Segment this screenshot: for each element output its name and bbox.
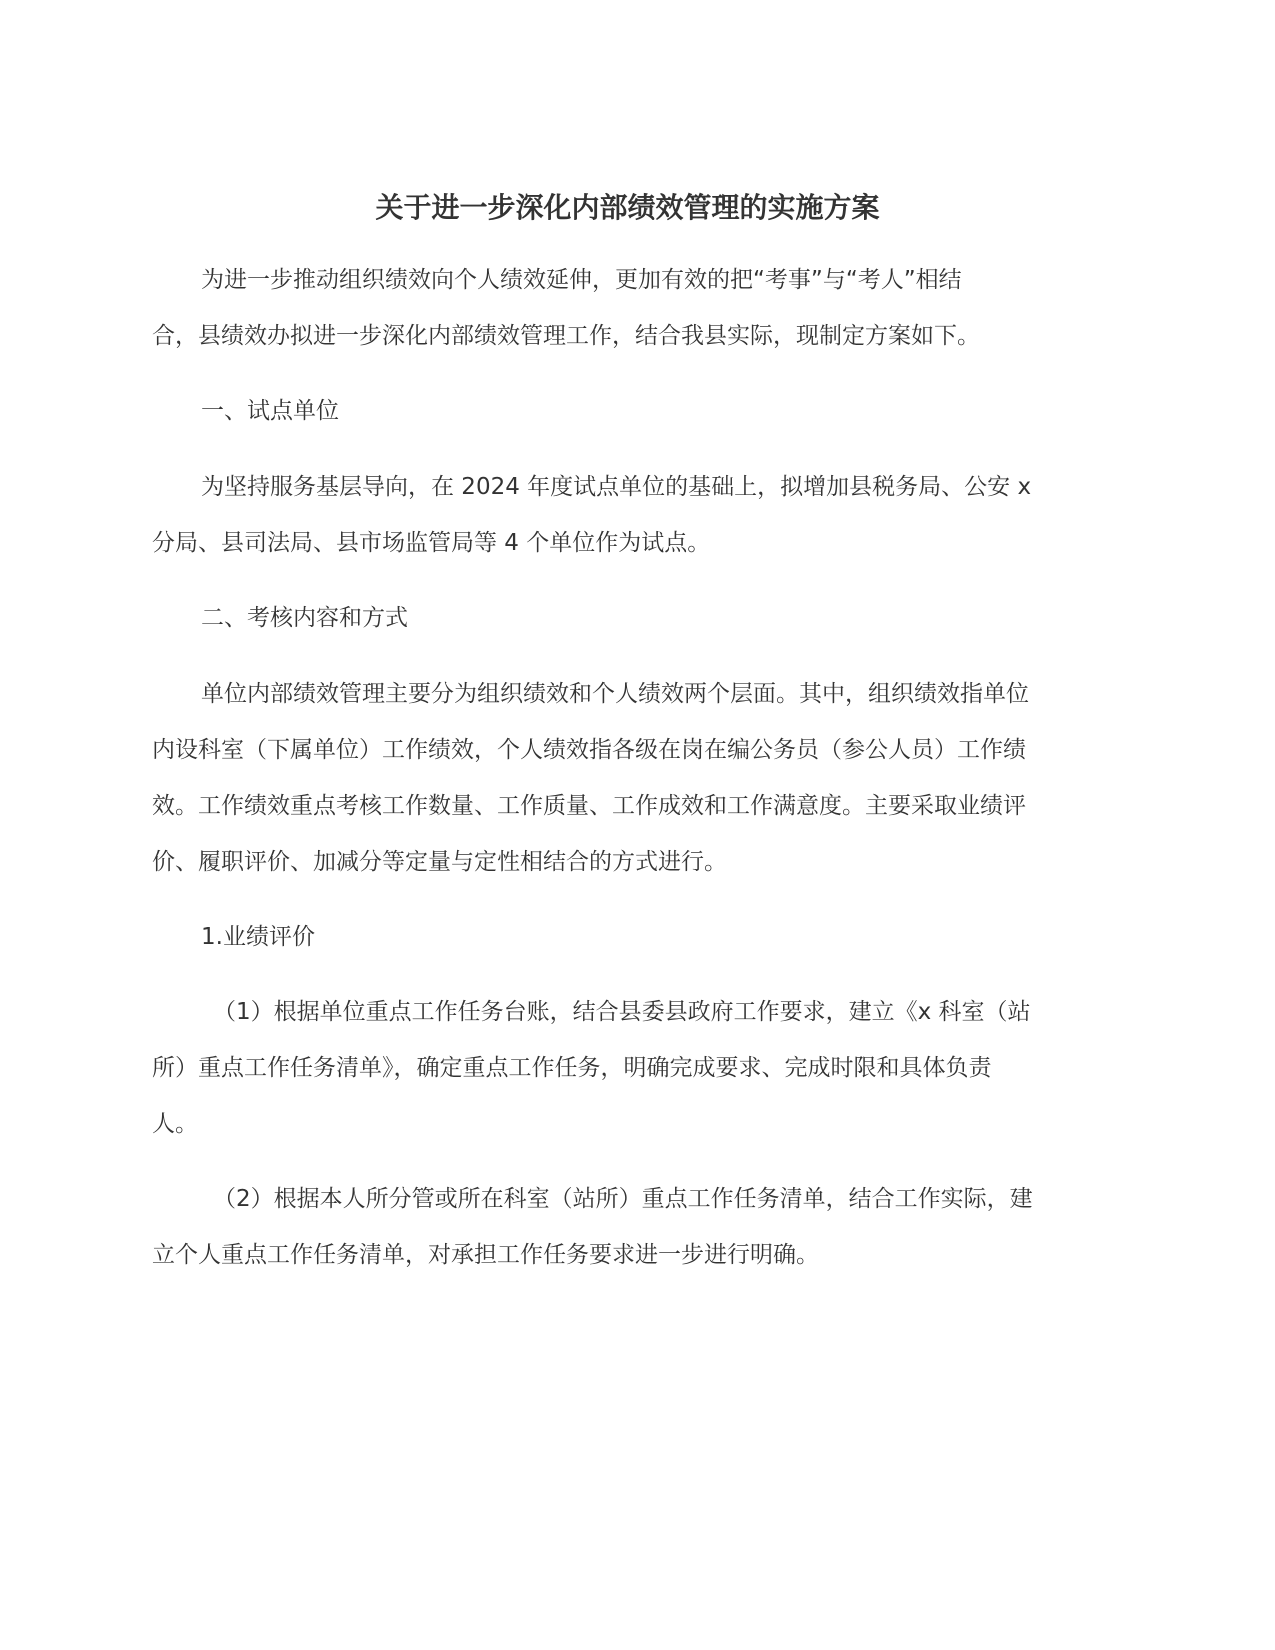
section-2-paragraph-line-4: 价、履职评价、加减分等定量与定性相结合的方式进行。 xyxy=(152,849,727,875)
document-title: 关于进一步深化内部绩效管理的实施方案 xyxy=(375,191,880,224)
section-2-heading: 二、考核内容和方式 xyxy=(201,605,408,631)
item-1-line-3: 人。 xyxy=(152,1111,198,1137)
section-1-paragraph-line-2: 分局、县司法局、县市场监管局等 4 个单位作为试点。 xyxy=(152,530,711,556)
item-1-line-1: （1）根据单位重点工作任务台账，结合县委县政府工作要求，建立《x 科室（站 xyxy=(213,999,1031,1025)
section-2-paragraph-line-1: 单位内部绩效管理主要分为组织绩效和个人绩效两个层面。其中，组织绩效指单位 xyxy=(201,681,1029,707)
item-2-line-2: 立个人重点工作任务清单，对承担工作任务要求进一步进行明确。 xyxy=(152,1242,819,1268)
section-1-heading: 一、试点单位 xyxy=(201,398,339,424)
section-1-paragraph-line-1: 为坚持服务基层导向，在 2024 年度试点单位的基础上，拟增加县税务局、公安 x xyxy=(201,474,1032,500)
section-2-paragraph-line-2: 内设科室（下属单位）工作绩效，个人绩效指各级在岗在编公务员（参公人员）工作绩 xyxy=(152,737,1026,763)
item-1-line-2: 所）重点工作任务清单》，确定重点工作任务，明确完成要求、完成时限和具体负责 xyxy=(152,1055,992,1081)
intro-paragraph-line-2: 合，县绩效办拟进一步深化内部绩效管理工作，结合我县实际，现制定方案如下。 xyxy=(152,323,980,349)
item-2-line-1: （2）根据本人所分管或所在科室（站所）重点工作任务清单，结合工作实际，建 xyxy=(213,1186,1033,1212)
section-2-paragraph-line-3: 效。工作绩效重点考核工作数量、工作质量、工作成效和工作满意度。主要采取业绩评 xyxy=(152,793,1026,819)
subsection-1-heading: 1.业绩评价 xyxy=(201,924,315,950)
intro-paragraph-line-1: 为进一步推动组织绩效向个人绩效延伸，更加有效的把“考事”与“考人”相结 xyxy=(201,267,962,293)
